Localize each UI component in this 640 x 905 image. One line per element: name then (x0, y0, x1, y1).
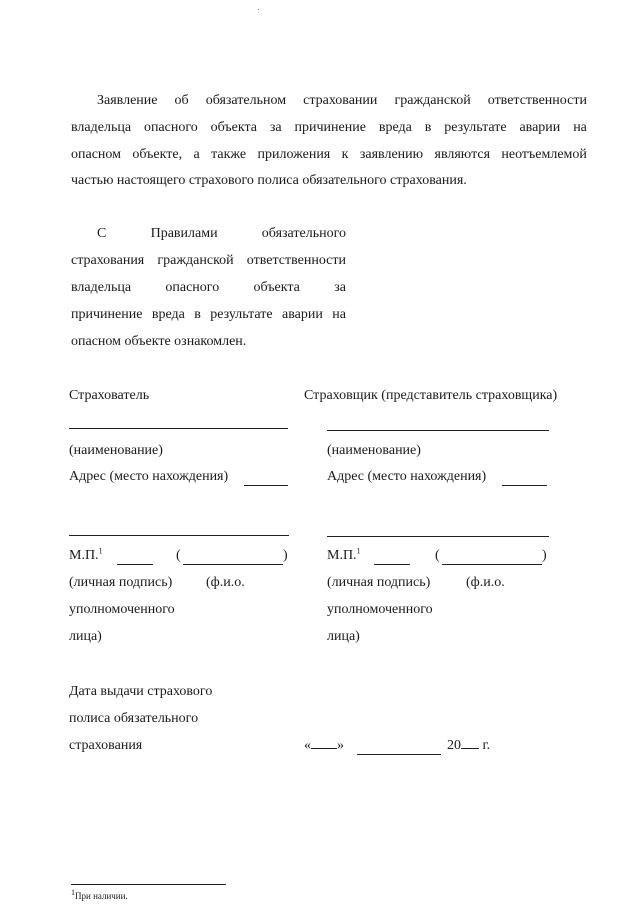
open-quote: « (304, 738, 311, 753)
word: владельца (71, 120, 132, 135)
footnote-ref: 1 (356, 546, 361, 556)
insured-address-label: Адрес (место нахождения) (69, 469, 229, 484)
footnote-mark: 1 (71, 888, 75, 897)
word: за (334, 280, 346, 295)
word: в (424, 120, 432, 135)
word: вреда (151, 307, 185, 322)
insurer-heading: Страховщик (представитель страховщика) (304, 388, 558, 403)
insurer-fio-label: (ф.и.о. (466, 575, 505, 590)
insured-address-blank (244, 485, 288, 486)
ack-line-4 (71, 307, 346, 323)
insurer-stamp-blank (374, 564, 410, 565)
insurer-stamp: М.П.$^1$ (327, 546, 361, 563)
word: С (97, 226, 107, 241)
issue-date-day (304, 738, 344, 754)
issue-date-label-2: полиса обязательного (69, 711, 199, 726)
insurer-open-paren: ( (435, 548, 440, 563)
word: обязательного (261, 226, 346, 241)
ack-line-2 (71, 253, 346, 269)
word: Заявление (97, 93, 158, 108)
scan-speck (258, 9, 259, 10)
close-quote: » (337, 738, 344, 753)
insured-name-line (69, 428, 288, 429)
insurer-name-label: (наименование) (327, 443, 421, 458)
word: аварии (281, 307, 323, 322)
day-blank (311, 748, 337, 749)
word: также (211, 147, 247, 162)
word: владельца (71, 280, 132, 295)
word: гражданской (394, 93, 471, 108)
footnote-text: $^1$При наличии. (71, 888, 128, 901)
issue-date-label-3: страхования (69, 738, 143, 753)
word: в (194, 307, 201, 322)
intro-line-3 (71, 147, 587, 163)
insured-stamp: М.П.$^1$ (69, 546, 103, 563)
insured-signature-label: (личная подпись) (69, 575, 173, 590)
insured-fio-blank (183, 564, 283, 565)
word: опасного (165, 280, 220, 295)
word: гражданской (157, 253, 234, 268)
word: ответственности (246, 253, 346, 268)
insured-authorized-2: лица) (69, 629, 102, 644)
word: приложения (257, 147, 331, 162)
ack-line-1 (97, 226, 346, 242)
ack-line-5: опасном объекте ознакомлен. (71, 334, 247, 349)
insurer-signature-label: (личная подпись) (327, 575, 431, 590)
intro-line-1 (97, 93, 587, 109)
month-blank (357, 754, 441, 755)
insurer-address-blank (502, 485, 547, 486)
insurer-address-line (327, 536, 549, 537)
word: на (332, 307, 346, 322)
insured-address-line (69, 535, 289, 536)
year-suffix: г. (482, 738, 491, 753)
word: страховании (303, 93, 378, 108)
insurer-name-line (327, 430, 549, 431)
word: заявлению (359, 147, 424, 162)
word: аварии (519, 120, 561, 135)
word: объекта (253, 280, 300, 295)
word: а (193, 147, 200, 162)
word: объекта (210, 120, 257, 135)
insurer-authorized-1: уполномоченного (327, 602, 433, 617)
word: опасного (143, 120, 198, 135)
word: за (269, 120, 282, 135)
word: ответственности (487, 93, 587, 108)
word: к (341, 147, 349, 162)
word: результате (210, 307, 273, 322)
word: вреда (378, 120, 412, 135)
insurer-authorized-2: лица) (327, 629, 360, 644)
insured-name-label: (наименование) (69, 443, 163, 458)
word: являются (434, 147, 491, 162)
word: страхования (71, 253, 145, 268)
intro-line-4: частью настоящего страхового полиса обязательного страхования. (71, 173, 467, 188)
insured-authorized-1: уполномоченного (69, 602, 175, 617)
insurer-fio-blank (442, 564, 542, 565)
insurer-address-label: Адрес (место нахождения) (327, 469, 487, 484)
word: обязательном (205, 93, 287, 108)
word: неотъемлемой (501, 147, 587, 162)
insured-close-paren: ) (283, 548, 288, 563)
word: опасном (71, 147, 122, 162)
word: причинение (294, 120, 366, 135)
insurer-close-paren: ) (542, 548, 547, 563)
footnote-ref: 1 (98, 546, 103, 556)
insured-fio-label: (ф.и.о. (206, 575, 245, 590)
word: Правилами (150, 226, 218, 241)
ack-line-3 (71, 280, 346, 296)
word: результате (444, 120, 507, 135)
issue-date-label-1: Дата выдачи страхового (69, 684, 213, 699)
footnote-separator (71, 884, 226, 885)
issue-date-year (447, 738, 490, 754)
word: причинение (71, 307, 143, 322)
word: на (573, 120, 587, 135)
intro-line-2 (71, 120, 587, 136)
word: объекте, (132, 147, 183, 162)
word: об (174, 93, 189, 108)
year-prefix: 20 (447, 738, 461, 753)
insured-stamp-blank (117, 564, 153, 565)
insured-heading: Страхователь (69, 388, 150, 403)
year-blank (461, 748, 479, 749)
insured-open-paren: ( (176, 548, 181, 563)
